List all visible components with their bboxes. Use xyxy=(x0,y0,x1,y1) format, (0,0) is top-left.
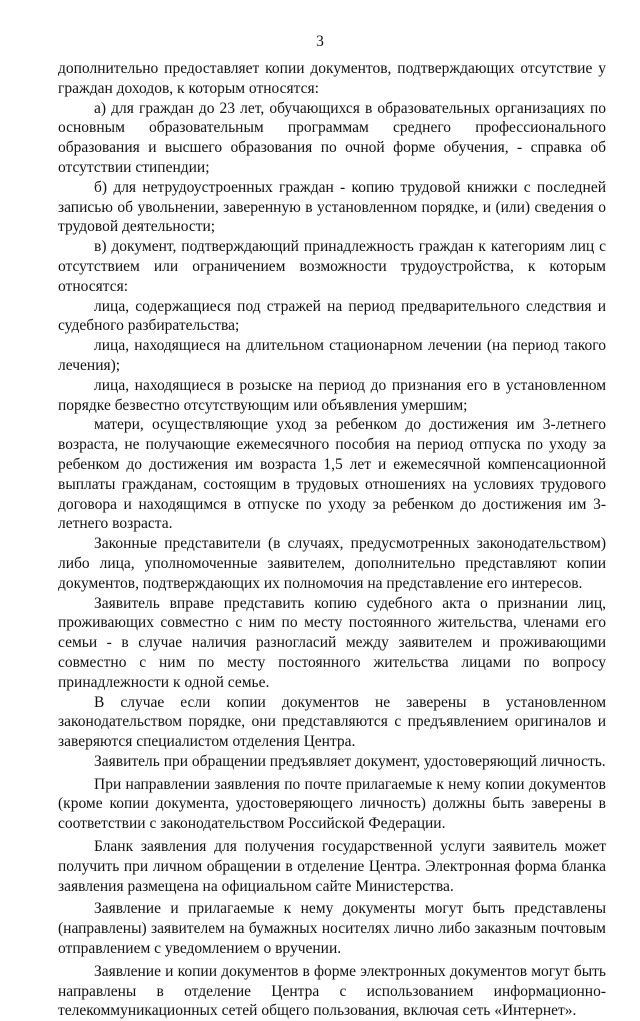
document-body xyxy=(58,59,606,1021)
paragraph: Бланк заявления для получения государственной услуги заявитель может получить при личном обращении в отделение Центра. Электронная форма бланка заявления размещена на официальном сайте Министерства. xyxy=(58,838,606,895)
paragraph: Законные представители (в случаях, предусмотренных законодательством) либо лица, уполномоченные заявителем, дополнительно представляют копии документов, подтверждающих их полномочия на представление его интересов. xyxy=(58,535,606,592)
paragraph: б) для нетрудоустроенных граждан - копию трудовой книжки с последней записью об увольнении, заверенную в установленном порядке, и (или) сведения о трудовой деятельности; xyxy=(58,178,606,236)
paragraph: лица, содержащиеся под стражей на период предварительного следствия и судебного разбирательства; xyxy=(58,297,606,335)
paragraph: дополнительно предоставляет копии документов, подтверждающих отсутствие у граждан доходов, к которым относятся: xyxy=(58,60,606,97)
paragraph: Заявитель вправе представить копию судебного акта о признании лиц, проживающих совместно с ним по месту постоянного жительства, членами его семьи - в случае наличия разногласий между заявителем и проживающими совместно с ним по месту постоянного жительства лицами по вопросу принадлежности к одной семье. xyxy=(58,594,606,691)
page-number: 3 xyxy=(316,33,324,50)
paragraph: Заявитель при обращении предъявляет документ, удостоверяющий личность. xyxy=(94,752,606,770)
paragraph: Заявление и копии документов в форме электронных документов могут быть направлены в отделение Центра с использованием информационно-телекоммуникационных сетей общего пользования, включая сеть «Интернет». xyxy=(58,962,606,1020)
paragraph: лица, находящиеся на длительном стационарном лечении (на период такого лечения); xyxy=(58,337,606,374)
paragraph: лица, находящиеся в розыске на период до признания его в установленном порядке безвестно отсутствующим или объявления умершим; xyxy=(58,376,606,414)
paragraph: матери, осуществляющие уход за ребенком до достижения им 3-летнего возраста, не получающие ежемесячного пособия на период отпуска по уходу за ребенком до достижения им возраста 1,5 лет и ежемесячной компенсационной выплаты гражданам, состоящим в трудовых отношениях на условиях трудового договора и находящимся в отпуске по уходу за ребенком до достижения им 3-летнего возраста. xyxy=(58,416,606,533)
paragraph: При направлении заявления по почте прилагаемые к нему копии документов (кроме копии документа, удостоверяющего личность) должны быть заверены в соответствии с законодательством Российской Федерации. xyxy=(58,775,606,833)
paragraph: в) документ, подтверждающий принадлежность граждан к категориям лиц с отсутствием или ограничением возможности трудоустройства, к которым относятся: xyxy=(58,238,606,295)
paragraph: Заявление и прилагаемые к нему документы могут быть представлены (направлены) заявителем на бумажных носителях лично либо заказным почтовым отправлением с уведомлением о вручении. xyxy=(58,900,606,958)
paragraph: а) для граждан до 23 лет, обучающихся в образовательных организациях по основным образовательным программам среднего профессионального образования и высшего образования по очной форме обучения, - справка об отсутствии стипендии; xyxy=(58,99,606,176)
paragraph: В случае если копии документов не заверены в установленном законодательством порядке, они представляются с предъявлением оригиналов и заверяются специалистом отделения Центра. xyxy=(58,693,606,751)
